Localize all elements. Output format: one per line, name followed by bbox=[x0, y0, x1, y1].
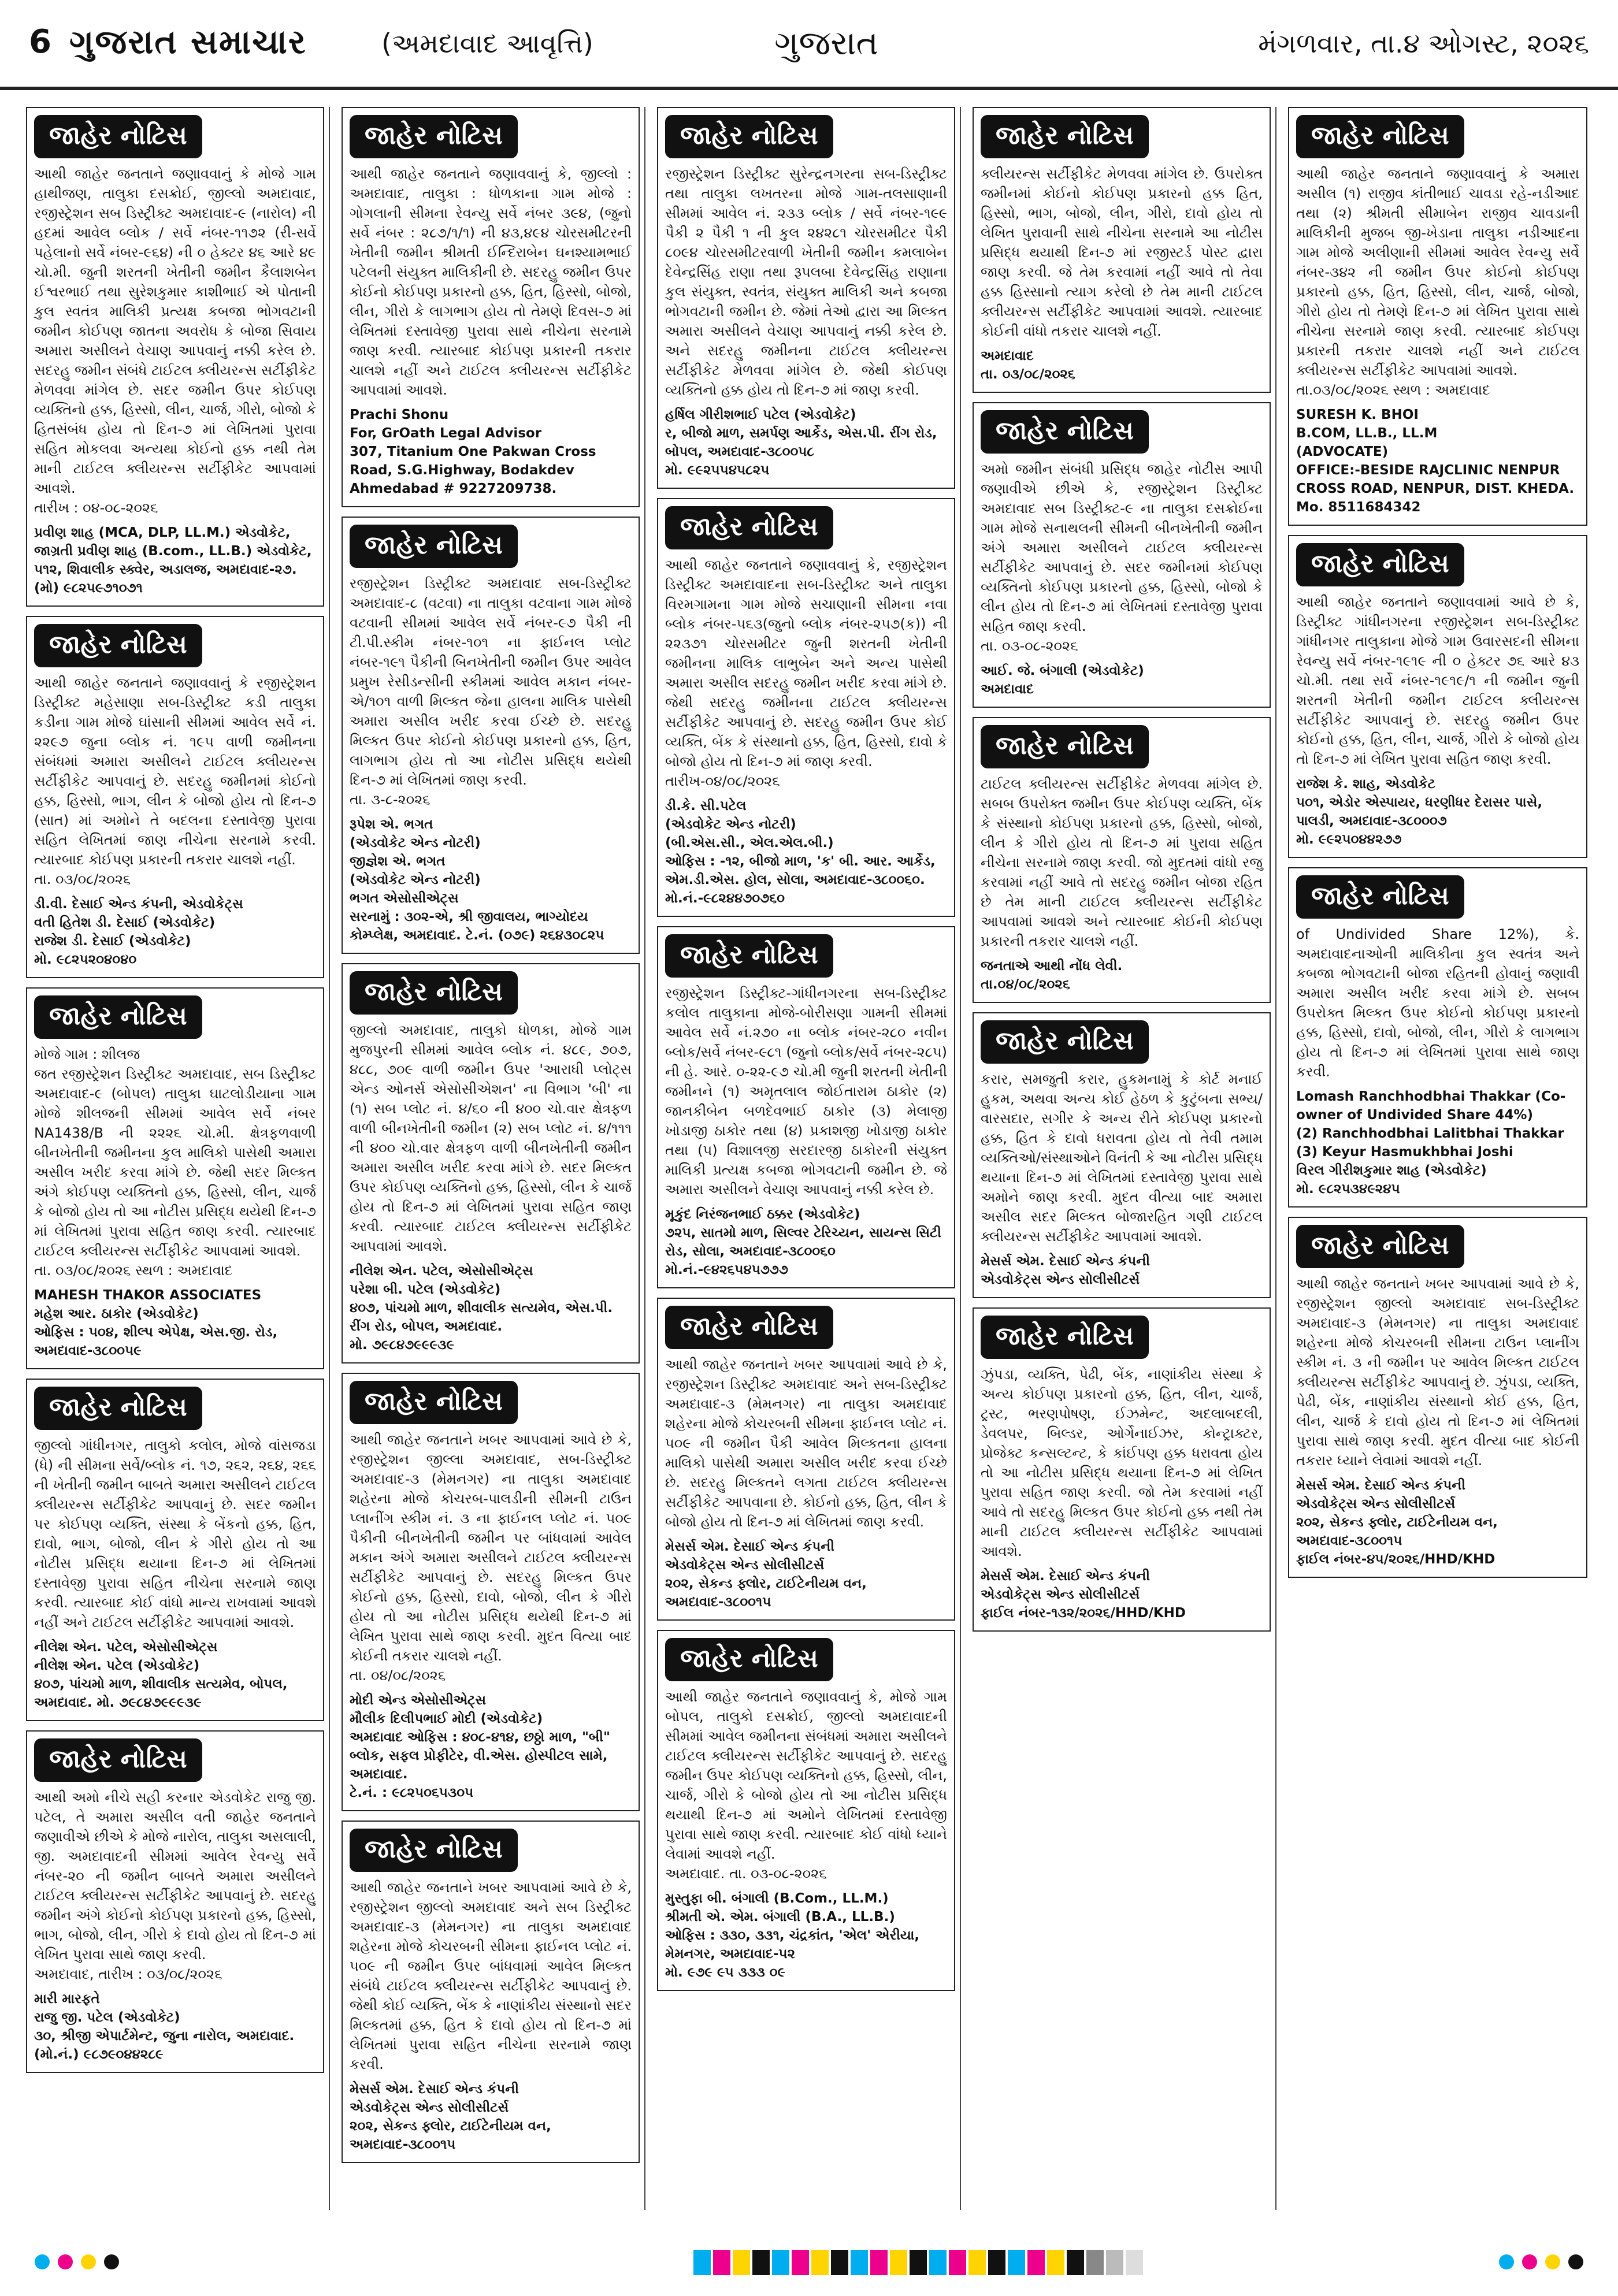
notice-body: આથી જાહેર જનતાને જણાવવાનું કે મોજે ગામ હાથીજણ, તાલુકા દસક્રોઈ, જીલ્લો અમદાવાદ, રજીસ્ટ્રેશન સબ ડિસ્ટ્રીક્ટ અમદાવાદ-૯ (નારોલ) ની હદમાં આવેલ બ્લોક / સર્વે નંબર-૧૧૭૨ (રી-સર્વે પહેલાનો સર્વે નંબર-૯૬૪) ની ૦ હેક્ટર ૪૬ આરે ૪૯ ચો.મી. જુની શરતની ખેતીની જમીન કૈલાશબેન ઈશ્વરભાઈ તથા સુરેશકુમાર કાશીભાઈ એ પોતાની કુલ સ્વતંત્ર માલિકી પ્રત્યક્ષ કબજા ભોગવટાની જમીન કોઈપણ જાતના અવરોધ કે બોજા સિવાય અમારા અસીલને વેચાણ આપવાનું નક્કી કરેલ છે. સદરહુ જમીન સંબંધે ટાઈટલ ક્લીયરન્સ સર્ટીફીકેટ મેળવવા માંગેલ છે. સદર જમીન ઉપર કોઈપણ વ્યક્તિનો હક્ક, હિસ્સો, લીન, ચાર્જ, ગીરો, બોજો કે હિતસંબંધ હોય તો દિન-૭ માં લેખિતમાં પુરાવા સહિત મોકલવા અન્યથા કોઈનો હક્ક નથી તેમ માની ટાઈટલ ક્લીયરન્સ સર્ટીફીકેટ આપવામાં આવશે. તારીખ : ૦૪-૦૮-૨૦૨૬ bbox=[34, 166, 316, 516]
notice-title: જાહેર નોટિસ bbox=[350, 1829, 518, 1872]
issue-date: મંગળવાર, તા.૪ ઓગસ્ટ, ૨૦૨૬ bbox=[1258, 28, 1589, 59]
calibration-swatch bbox=[1008, 2250, 1025, 2275]
public-notice bbox=[973, 107, 1271, 393]
registration-dot bbox=[1568, 2254, 1583, 2269]
calibration-swatch bbox=[811, 2250, 829, 2275]
notice-signature: મુસ્તુફા બી. બંગાલી (B.Com., LL.M.) શ્રીમતી એ. એમ. બંગાલી (B.A., LL.B.) ઓફિસ : ૩૩૦, ૩૩૧, ચંદ્રકાંત, 'એલ' એરીયા, મેમનગર, અમદાવાદ-૫૨ મો. ૯૭૯ ૯૫ ૩૩૩ ૦૯ bbox=[665, 1891, 920, 1980]
calibration-swatch bbox=[831, 2250, 848, 2275]
notice-signature: SURESH K. BHOI B.COM, LL.B., LL.M (ADVOCATE) OFFICE:-BESIDE RAJCLINIC NENPUR CROSS ROAD, NENPUR, DIST. KHEDA. Mo. 8511684342 bbox=[1296, 407, 1575, 515]
public-notice bbox=[342, 1373, 640, 1811]
calibration-swatch bbox=[693, 2250, 711, 2275]
calibration-swatch bbox=[988, 2250, 1005, 2275]
calibration-swatch bbox=[910, 2250, 927, 2275]
notice-signature: અમદાવાદ તા. ૦૩/૦૮/૨૦૨૬ bbox=[981, 348, 1075, 382]
notice-body: આથી જાહેર જનતાને જણાવવાનું કે, જીલ્લો : અમદાવાદ, તાલુકા : ધોળકાના ગામ મોજે : ગોગલાની સીમના રેવન્યુ સર્વે નંબર ૩૯૪, (જુનો સર્વે નંબર : ૨૮૭/૧/૧) ની ૪૩,૪૯૪ ચોરસમીટરની ખેતીની જમીન શ્રીમતી ઈન્દિરાબેન ઘનશ્યામભાઈ પટેલની સંયુક્ત માલિકીની છે. સદરહુ જમીન ઉપર કોઈનો કોઈપણ પ્રકારનો હક્ક, હિત, હિસ્સો, બોજો, લીન, ગીરો કે લાગભાગ હોય તો તેમણે દિવસ-૭ માં લેખિતમાં દસ્તાવેજી પુરાવા સાથે નીચેના સરનામે જાણ કરવી. ત્યારબાદ કોઈપણ પ્રકારની તકરાર ચાલશે નહીં અને ટાઈટલ ક્લીયરન્સ સર્ટીફીકેટ આપવામાં આવશે. bbox=[350, 166, 632, 398]
notice-signature: ડી.કે. સી.પટેલ (એડવોકેટ એન્ડ નોટરી) (બી.એસ.સી., એલ.એલ.બી.) ઓફિસ : -૧૨, બીજો માળ, 'ક' બી. આર. આર્કેડ, એમ.ડી.એસ. હોલ, સોલા, અમદાવાદ-૩૮૦૦૬૦. મો.નં.-૯૮૨૪૪૭૦૭૬૦ bbox=[665, 798, 936, 906]
public-notice bbox=[973, 1012, 1271, 1298]
notice-body: ક્લીયરન્સ સર્ટીફીકેટ મેળવવા માંગેલ છે. ઉપરોક્ત જમીનમાં કોઈનો કોઈપણ પ્રકારનો હક્ક હિત, હિસ્સો, ભાગ, બોજો, લીન, ગીરો, દાવો હોય તો લેખિત પુરાવાની સાથે નીચેના સરનામે આ નોટીસ પ્રસિદ્ધ થયાથી દિન-૭ માં રજીસ્ટર્ડ પોસ્ટ દ્વારા જાણ કરવી. જે તેમ કરવામાં નહીં આવે તો તેવા હક્ક હિસ્સાનો ત્યાગ કરેલો છે તેમ માની ટાઈટલ ક્લીયરન્સ સર્ટીફીકેટ આપવામાં આવશે. ત્યારબાદ કોઈની વાંધો તકરાર ચાલશે નહીં. bbox=[981, 166, 1263, 339]
notice-title: જાહેર નોટિસ bbox=[350, 1381, 518, 1424]
notice-signature: જનતાએ આથી નોંધ લેવી. તા.૦૪/૦૮/૨૦૨૬ bbox=[981, 958, 1123, 992]
public-notice bbox=[1288, 535, 1587, 858]
notice-title: જાહેર નોટિસ bbox=[1296, 115, 1464, 158]
notice-body: આથી જાહેર જનતાને જણાવવાનું કે અમારા અસીલ (૧) રાજીવ કાંતીભાઈ ચાવડા રહે-નડીઆદ તથા (૨) શ્રીમતી સીમાબેન રાજીવ ચાવડાની માલિકીની મુજબ જી-ખેડાના તાલુકા નડીઆદના ગામ મોજે અલીણાની સીમમાં આવેલ રેવન્યુ સર્વે નંબર-૩૪૨ ની જમીન ઉપર કોઈનો કોઈપણ પ્રકારનો હક્ક, હિત, હિસ્સો, લીન, ચાર્જ, બોજો, ગીરો હોય તો તેમણે દિન-૭ માં લેખિત પુરાવા સાથે નીચેના સરનામે જાણ કરવી. ત્યારબાદ કોઈપણ પ્રકારની તકરાર ચાલશે નહીં અને ટાઈટલ ક્લીયરન્સ સર્ટીફીકેટ આપવામાં આવશે. તા.૦૩/૦૮/૨૦૨૬ સ્થળ : અમદાવાદ bbox=[1296, 166, 1579, 398]
notice-title: જાહેર નોટિસ bbox=[665, 934, 833, 978]
notice-title: જાહેર નોટિસ bbox=[34, 115, 202, 158]
notice-signature: આઈ. જે. બંગાલી (એડવોકેટ) અમદાવાદ bbox=[981, 663, 1144, 697]
calibration-swatch bbox=[870, 2250, 888, 2275]
public-notice bbox=[657, 926, 955, 1288]
notice-title: જાહેર નોટિસ bbox=[981, 725, 1149, 768]
public-notice bbox=[342, 517, 640, 954]
notice-signature: ડી.વી. દેસાઈ એન્ડ કંપની, એડવોકેટ્સ વતી હિતેશ ડી. દેસાઈ (એડવોકેટ) રાજેશ ડી. દેસાઈ (એડવોકેટ) મો. ૯૮૨૫૨૦૪૦૪૦ bbox=[34, 897, 243, 967]
notice-signature: રૂપેશ એ. ભગત (એડવોકેટ એન્ડ નોટરી) જીજ્ઞેશ એ. ભગત (એડવોકેટ એન્ડ નોટરી) ભગત એસોસીએટ્સ સરનામું : ૩૦૨-એ, શ્રી જીવાલય, ભાગ્યોદય કોમ્પ્લેક્ષ, અમદાવાદ. ટે.નં. (૦૭૯) ૨૬૪૩૦૮૨૫ bbox=[350, 817, 604, 943]
notice-title: જાહેર નોટિસ bbox=[1296, 543, 1464, 586]
public-notice bbox=[657, 498, 955, 917]
calibration-swatch bbox=[733, 2250, 750, 2275]
registration-dot bbox=[58, 2254, 73, 2269]
notice-body: કરાર, સમજુતી કરાર, હુકમનામું કે કોર્ટ મનાઈ હુકમ, અથવા અન્ય કોઈ હેઠળ કે કુટુંબના સભ્ય/વારસદાર, સગીર કે અન્ય રીતે કોઈપણ પ્રકારનો હક્ક, હિત કે દાવો ધરાવતા હોય તો તેવી તમામ વ્યક્તિઓ/સંસ્થાઓને વિનંતી કે આ નોટીસ પ્રસિદ્ધ થયાના દિન-૭ માં લેખિતમાં દસ્તાવેજી પુરાવા સાથે અમોને જાણ કરવી. મુદત વીત્યા બાદ અમારા અસીલ સદર મિલ્કત બોજારહિત ગણી ટાઈટલ ક્લીયરન્સ સર્ટીફીકેટ આપવામાં આવશે. bbox=[981, 1071, 1263, 1244]
notice-body: આથી જાહેર જનતાને ખબર આપવામાં આવે છે કે, રજીસ્ટ્રેશન ડિસ્ટ્રીક્ટ અમદાવાદ અને સબ-ડિસ્ટ્રીક્ટ અમદાવાદ-૩ (મેમનગર) ના તાલુકા અમદાવાદ શહેરના મોજે કોચરબની સીમના ફાઈનલ પ્લોટ નં. ૫૦૯ ની જમીન પૈકી આવેલ મિલ્કતના હાલના માલિકો પાસેથી અમારા અસીલ ખરીદ કરવા ઈચ્છે છે. સદરહુ મિલ્કતને લગતા ટાઈટલ ક્લીયરન્સ સર્ટીફીકેટ આપવાના છે. કોઈનો હક્ક, હિત, લીન કે બોજો હોય તો દિન-૭ માં લેખિતમાં જાણ કરવી. bbox=[665, 1357, 947, 1530]
notice-body: આથી જાહેર જનતાને જણાવવાનું કે, મોજે ગામ બોપલ, તાલુકો દસક્રોઈ, જીલ્લો અમદાવાદની સીમમાં આવેલ જમીનના સંબંધમાં અમારા અસીલને ટાઈટલ ક્લીયરન્સ સર્ટીફીકેટ આપવાનું છે. સદરહુ જમીન ઉપર કોઈપણ વ્યક્તિનો હક્ક, હિસ્સો, લીન, ચાર્જ, ગીરો કે બોજો હોય તો આ નોટીસ પ્રસિદ્ધ થયાથી દિન-૭ માં અમોને લેખિતમાં દસ્તાવેજી પુરાવા સાથે જાણ કરવી. ત્યારબાદ કોઈ વાંધો ધ્યાને લેવામાં આવશે નહીં. અમદાવાદ. તા. ૦૩-૦૮-૨૦૨૬ bbox=[665, 1689, 947, 1882]
notice-signature: હર્ષિલ ગીરીશભાઈ પટેલ (એડવોકેટ) ર, બીજો માળ, સમર્પણ આર્કેડ, એસ.પી. રીંગ રોડ, બોપલ, અમદાવાદ-૩૮૦૦૫૮ મો. ૯૯૨૫૫૪૫૮૨૫ bbox=[665, 407, 937, 478]
notice-column bbox=[342, 107, 645, 2210]
public-notice bbox=[973, 402, 1271, 708]
public-notice bbox=[657, 1630, 955, 1991]
registration-dot bbox=[1522, 2254, 1537, 2269]
calibration-swatch bbox=[1126, 2250, 1143, 2275]
calibration-swatch bbox=[1027, 2250, 1045, 2275]
registration-dot bbox=[1545, 2254, 1560, 2269]
calibration-swatch bbox=[968, 2250, 986, 2275]
public-notice bbox=[657, 1298, 955, 1621]
notice-signature: Prachi Shonu For, GrOath Legal Advisor 307, Titanium One Pakwan Cross Road, S.G.Highway, Bodakdev Ahmedabad # 9227209738. bbox=[350, 407, 596, 496]
public-notice bbox=[1288, 867, 1587, 1208]
calibration-swatch bbox=[792, 2250, 809, 2275]
public-notice bbox=[1288, 107, 1587, 526]
calibration-swatch bbox=[752, 2250, 770, 2275]
calibration-swatch bbox=[772, 2250, 789, 2275]
public-notice bbox=[342, 107, 640, 507]
public-notice bbox=[973, 717, 1271, 1003]
public-notice bbox=[657, 107, 955, 489]
notice-column bbox=[1288, 107, 1592, 2210]
calibration-swatch bbox=[949, 2250, 966, 2275]
notice-title: જાહેર નોટિસ bbox=[665, 1306, 833, 1349]
notice-body: આથી જાહેર જનતાને જણાવવામાં આવે છે કે, ડિસ્ટ્રીક્ટ ગાંધીનગરના રજીસ્ટ્રેશન સબ-ડિસ્ટ્રીક્ટ ગાંધીનગર તાલુકાના મોજે ગામ ઉવારસદની સીમના રેવન્યુ સર્વે નંબર-૧૯૧૯ ની ૦ હેક્ટર ૭૬ આરે ૪૩ ચો.મી. તથા સર્વે નંબર-૧૯૧૯/૧ ની જમીન જુની શરતની ખેતીની જમીન ટાઈટલ ક્લીયરન્સ સર્ટીફીકેટ આપવાનું છે. સદરહુ જમીન ઉપર કોઈનો હક્ક, હિત, લીન, ચાર્જ, ગીરો કે બોજો હોય તો દિન-૭ માં લેખિત પુરાવા સહિત જાણ કરવી. bbox=[1296, 594, 1579, 767]
color-registration-dots-right bbox=[1499, 2254, 1583, 2269]
public-notice bbox=[342, 963, 640, 1364]
public-notice bbox=[26, 1379, 324, 1721]
notice-title: જાહેર નોટિસ bbox=[665, 506, 833, 549]
notice-body: of Undivided Share 12%), કે. અમદાવાદનાઓની માલિકીના કુલ સ્વતંત્ર અને કબજા ભોગવટાની બોજા રહિતની હોવાનું જણાવી અમારા અસીલ ખરીદ કરવા માંગે છે. સબબ ઉપરોક્ત મિલ્કત ઉપર કોઈનો કોઈપણ પ્રકારનો હક્ક, હિસ્સો, દાવો, બોજો, લીન, ગીરો કે લાગભાગ હોય તો દિન-૭ માં લેખિતમાં પુરાવા સાથે જાણ કરવી. bbox=[1296, 926, 1579, 1080]
color-calibration-bar bbox=[693, 2250, 1143, 2275]
notice-body: જીલ્લો ગાંધીનગર, તાલુકો કલોલ, મોજે વાંસજડા (ધે) ની સીમના સર્વે/બ્લોક નં. ૧૭, ૨૬૨, ૨૬૪, ૨૬૬ ની ખેતીની જમીન બાબતે અમારા અસીલને ટાઈટલ ક્લીયરન્સ સર્ટીફીકેટ આપવાનું છે. સદર જમીન પર કોઈપણ વ્યક્તિ, સંસ્થા કે બેંકનો હક્ક, હિત, દાવો, ભાગ, બોજો, લીન કે ગીરો હોય તો આ નોટીસ પ્રસિદ્ધ થયાના દિન-૭ માં લેખિતમાં દસ્તાવેજી પુરાવા સહિત નીચેના સરનામે જાણ કરવી. ત્યારબાદ કોઈ વાંધો માન્ય રાખવામાં આવશે નહીં અને ટાઈટલ સર્ટીફીકેટ આપવામાં આવશે. bbox=[34, 1437, 316, 1630]
notice-title: જાહેર નોટિસ bbox=[34, 1738, 202, 1782]
public-notice bbox=[26, 616, 324, 978]
page-header bbox=[0, 0, 1618, 90]
notice-body: રજીસ્ટ્રેશન ડિસ્ટ્રીક્ટ-ગાંધીનગરના સબ-ડિસ્ટ્રીક્ટ કલોલ તાલુકાના મોજે-બોરીસણા ગામની સીમમાં આવેલ સર્વે નં.૨૭૦ ના બ્લોક નંબર-૨૮૦ નવીન બ્લોક/સર્વે નંબર-૯૮૧ (જુનો બ્લોક/સર્વે નંબર-૨૮૫) ની હે. આરે. ૦-૨૨-૯૭ ચો.મી જુની શરતની ખેતીની જમીનને (૧) અમૃતલાલ જોઈતારામ ઠાકોર (૨) જાનકીબેન બળદેવભાઈ ઠાકોર (૩) મેલાજી ખોડાજી ઠાકોર તથા (૪) પ્રકાશજી ખોડાજી ઠાકોર તથા (૫) વિશાલજી સરદારજી ઠાકોરની સંયુક્ત માલિકી પ્રત્યક્ષ કબજા ભોગવટાની જમીન છે. જે અમારા અસીલને વેચાણ આપવાનું નક્કી કરેલ છે. bbox=[665, 985, 947, 1198]
print-registration-strip bbox=[0, 2242, 1618, 2296]
notice-signature: મારી મારફતે રાજુ જી. પટેલ (એડવોકેટ) ૩૦, શ્રીજી એપાર્ટમેન્ટ, જુના નારોલ, અમદાવાદ. (મો.નં.) ૯૮૭૯૦૪૪૨૮૯ bbox=[34, 1992, 295, 2062]
notice-signature: MAHESH THAKOR ASSOCIATES મહેશ આર. ઠાકોર (એડવોકેટ) ઓફિસ : ૫૦૪, શીલ્પ એપેક્ષ, એસ.જી. રોડ, અમદાવાદ-૩૮૦૦૫૯ bbox=[34, 1288, 278, 1358]
notice-signature: Lomash Ranchhodbhai Thakkar (Co-owner of Undivided Share 44%) (2) Ranchhodbhai Lalitbhai Thakkar (3) Keyur Hasmukhbhai Joshi વિરલ ગીરીશકુમાર શાહ (એડવોકેટ) મો. ૯૮૨૫૩૪૯૨૪૫ bbox=[1296, 1089, 1566, 1197]
color-registration-dots-left bbox=[35, 2254, 119, 2269]
notice-title: જાહેર નોટિસ bbox=[34, 1387, 202, 1430]
notice-signature: મેસર્સ એમ. દેસાઈ એન્ડ કંપની એડવોકેટ્સ એન્ડ સોલીસીટર્સ ૨૦૨, સેકન્ડ ફ્લોર, ટાઈટેનીયમ વન, અમદાવાદ-૩૮૦૦૧૫ bbox=[665, 1539, 867, 1610]
notice-body: આથી જાહેર જનતાને ખબર આપવામાં આવે છે કે, રજીસ્ટ્રેશન જીલ્લો અમદાવાદ અને સબ ડિસ્ટ્રીક્ટ અમદાવાદ-૩ (મેમનગર) ના તાલુકા અમદાવાદ શહેરના મોજે કોચરબની સીમના ફાઈનલ પ્લોટ નં. ૫૦૯ ની જમીન ઉપર બાંધવામાં આવેલ મિલ્કત સંબંધે ટાઈટલ ક્લીયરન્સ સર્ટીફીકેટ આપવાનું છે. જેથી કોઈ વ્યક્તિ, બેંક કે નાણાંકીય સંસ્થાનો સદર મિલ્કતમાં હક્ક, હિત કે દાવો હોય તો દિન-૭ માં લેખિતમાં પુરાવા સહિત નીચેના સરનામે જાણ કરવી. bbox=[350, 1879, 632, 2072]
registration-dot bbox=[1499, 2254, 1514, 2269]
newspaper-name: ગુજરાત સમાચાર bbox=[69, 22, 307, 61]
notice-signature: રાજેશ કે. શાહ, એડવોકેટ ૫૦૧, એડોર એસ્પાયર, ધરણીધર દેરાસર પાસે, પાલડી, અમદાવાદ-૩૮૦૦૦૭ મો. ૯૯૨૫૦૪૪૨૭૭ bbox=[1296, 777, 1543, 847]
notice-body: આથી જાહેર જનતાને જણાવવાનું કે રજીસ્ટ્રેશન ડિસ્ટ્રીક્ટ મહેસાણા સબ-ડિસ્ટ્રીક્ટ કડી તાલુકા કડીના ગામ મોજે ઘાંસાની સીમમાં આવેલ સર્વે નં. ૨૨૯૭ જુના બ્લોક નં. ૧૯૫ વાળી જમીનના સંબંધમાં અમારા અસીલને ટાઈટલ ક્લીયરન્સ સર્ટીફીકેટ આપવાનું છે. સદરહુ જમીનમાં કોઈનો હક્ક, હિસ્સો, ભાગ, લીન કે બોજો હોય તો દિન-૭ (સાત) માં અમોને તે બદલના દસ્તાવેજી પુરાવા સહિત લેખિતમાં જાણ નીચેના સરનામે કરવી. ત્યારબાદ કોઈપણ પ્રકારની તકરાર ચાલશે નહીં. તા. ૦૩/૦૮/૨૦૨૬ bbox=[34, 675, 316, 887]
edition-label: (અમદાવાદ આવૃત્તિ) bbox=[381, 28, 593, 59]
notice-body: રજીસ્ટ્રેશન ડિસ્ટ્રીક્ટ અમદાવાદ સબ-ડિસ્ટ્રીક્ટ અમદાવાદ-૮ (વટવા) ના તાલુકા વટવાના ગામ મોજે વટવાની સીમમાં આવેલ સર્વે નંબર-૯૭ પૈકી ની ટી.પી.સ્કીમ નંબર-૧૦૧ ના ફાઈનલ પ્લોટ નંબર-૧૯૧ પૈકીની બિનખેતીની જમીન ઉપર આવેલ પ્રમુખ રેસીડન્સીની સ્કીમમાં આવેલ મકાન નંબર-એ/૧૦૧ વાળી મિલ્કત જેના હાલના માલિક પાસેથી અમારા અસીલ ખરીદ કરવા ઈચ્છે છે. સદરહુ મિલ્કત ઉપર કોઈનો કોઈપણ પ્રકારનો હક્ક, હિત, લાગભાગ હોય તો આ નોટીસ પ્રસિદ્ધ થયેથી દિન-૭ માં લેખિતમાં જાણ કરવી. તા. ૩-૮-૨૦૨૬ bbox=[350, 575, 632, 808]
public-notice bbox=[26, 107, 324, 607]
public-notice bbox=[973, 1307, 1271, 1632]
notice-body: ટાઈટલ ક્લીયરન્સ સર્ટીફીકેટ મેળવવા માંગેલ છે. સબબ ઉપરોક્ત જમીન ઉપર કોઈપણ વ્યક્તિ, બેંક કે સંસ્થાનો કોઈપણ પ્રકારનો હક્ક, હિસ્સો, બોજો, લીન કે ગીરો હોય તો દિન-૭ માં પુરાવા સહિત નીચેના સરનામે જાણ કરવી. જો મુદતમાં વાંધો રજુ કરવામાં નહીં આવે તો સદરહુ જમીન બોજા રહિત છે તેમ માની ટાઈટલ ક્લીયરન્સ સર્ટીફીકેટ આપવામાં આવશે અને ત્યારબાદ કોઈની કોઈપણ પ્રકારની તકરાર ચાલશે નહીં. bbox=[981, 776, 1263, 949]
notice-column bbox=[973, 107, 1276, 2210]
calibration-swatch bbox=[1047, 2250, 1064, 2275]
notice-title: જાહેર નોટિસ bbox=[1296, 1225, 1464, 1268]
notice-body: જીલ્લો અમદાવાદ, તાલુકો ધોળકા, મોજે ગામ મુજપુરની સીમમાં આવેલ બ્લોક નં. ૪૮૯, ૭૦૭, ૪૮૮, ૭૦૯ વાળી જમીન ઉપર 'આરાધી પ્લોટ્સ એન્ડ ઓનર્સ એસોસીએશન' ના વિભાગ 'બી' ના (૧) સબ પ્લોટ નં. ૪/૬૦ ની ૪૦૦ ચો.વાર ક્ષેત્રફળ વાળી બીનખેતીની જમીન (૨) સબ પ્લોટ નં. ૪/૧૧૧ ની ૪૦૦ ચો.વાર ક્ષેત્રફળ વાળી બીનખેતીની જમીન અમારા અસીલ ખરીદ કરવા માંગે છે. સદર મિલ્કત ઉપર કોઈપણ વ્યક્તિનો હક્ક, હિસ્સો, લીન કે ચાર્જ હોય તો દિન-૭ માં લેખિતમાં પુરાવા સહિત જાણ કરવી. ત્યારબાદ ટાઈટલ ક્લીયરન્સ સર્ટીફીકેટ આપવામાં આવશે. bbox=[350, 1022, 632, 1254]
registration-dot bbox=[104, 2254, 119, 2269]
public-notice bbox=[26, 987, 324, 1369]
calibration-swatch bbox=[851, 2250, 868, 2275]
notice-title: જાહેર નોટિસ bbox=[665, 115, 833, 158]
notice-signature: મેસર્સ એમ. દેસાઈ એન્ડ કંપની એડવોકેટ્સ એન્ડ સોલીસીટર્સ bbox=[981, 1254, 1150, 1287]
notice-title: જાહેર નોટિસ bbox=[350, 115, 518, 158]
notice-body: આથી અમો નીચે સહી કરનાર એડવોકેટ રાજુ જી. પટેલ, તે અમારા અસીલ વતી જાહેર જનતાને જણાવીએ છીએ કે મોજે નારોલ, તાલુકા અસલાલી, જી. અમદાવાદની સીમમાં આવેલ રેવન્યુ સર્વે નંબર-૨૦ ની જમીન બાબતે અમારા અસીલને ટાઈટલ ક્લીયરન્સ સર્ટીફીકેટ આપવાનું છે. સદરહુ જમીન અંગે કોઈનો કોઈપણ પ્રકારનો હક્ક, હિસ્સો, ભાગ, બોજો, લીન, ગીરો કે દાવો હોય તો દિન-૭ માં લેખિત પુરાવા સાથે જાણ કરવી. અમદાવાદ, તારીખ : ૦૩/૦૮/૨૦૨૬ bbox=[34, 1789, 316, 1982]
notice-body: આથી જાહેર જનતાને ખબર આપવામાં આવે છે કે, રજીસ્ટ્રેશન જીલ્લા અમદાવાદ, સબ-ડિસ્ટ્રીક્ટ અમદાવાદ-૩ (મેમનગર) ના તાલુકા અમદાવાદ શહેરના મોજે કોચરબ-પાલડીની સીમની ટાઉન પ્લાનીંગ સ્કીમ નં. ૩ ના ફાઈનલ પ્લોટ નં. ૫૦૯ પૈકીની બીનખેતીની જમીન પર બાંધવામાં આવેલ મકાન અંગે અમારા અસીલને ટાઈટલ ક્લીયરન્સ સર્ટીફીકેટ આપવાનું છે. સદરહુ મિલ્કત ઉપર કોઈનો હક્ક, હિસ્સો, દાવો, બોજો, લીન કે ગીરો હોય તો આ નોટીસ પ્રસિદ્ધ થયેથી દિન-૭ માં લેખિત પુરાવા સાથે જાણ કરવી. મુદત વિત્યા બાદ કોઈની તકરાર ચાલશે નહીં. તા. ૦૪/૦૮/૨૦૨૬ bbox=[350, 1432, 632, 1684]
notice-body: આથી જાહેર જનતાને જણાવવાનું કે, રજીસ્ટ્રેશન ડિસ્ટ્રીક્ટ અમદાવાદના સબ-ડિસ્ટ્રીક્ટ અને તાલુકા વિરમગામના ગામ મોજે સચાણાની સીમના નવા બ્લોક નંબર-૫૬૩(જુનો બ્લોક નંબર-૨૫૭(ક)) ની ૨૨૩૭૧ ચોરસમીટર જુની શરતની ખેતીની જમીનના માલિક લાભુબેન અને અન્ય પાસેથી અમારા અસીલ સદરહુ જમીન ખરીદ કરવા માંગે છે. જેથી સદરહુ જમીનના ટાઈટલ ક્લીયરન્સ સર્ટીફીકેટ આપવાનું છે. સદરહુ જમીન ઉપર કોઈ વ્યક્તિ, બેંક કે સંસ્થાનો હક્ક, હિત, હિસ્સો, દાવો કે બોજો હોય તો દિન-૭ માં જાણ કરવી. તારીખ-૦૪/૦૮/૨૦૨૬ bbox=[665, 557, 947, 789]
notice-signature: નીલેશ એન. પટેલ, એસોસીએટ્સ નીલેશ એન. પટેલ (એડવોકેટ) ૪૦૭, પાંચમો માળ, શીવાલીક સત્યમેવ, બોપલ, અમદાવાદ. મો. ૭૯૮૪૭૯૯૯૩૯ bbox=[34, 1640, 288, 1710]
notice-title: જાહેર નોટિસ bbox=[981, 1020, 1149, 1064]
calibration-swatch bbox=[1067, 2250, 1084, 2275]
notice-body: મોજે ગામ : શીલજ જત રજીસ્ટ્રેશન ડિસ્ટ્રીક્ટ અમદાવાદ, સબ ડિસ્ટ્રીક્ટ અમદાવાદ-૯ (બોપલ) તાલુકા ઘાટલોડીયાના ગામ મોજે શીલજની સીમમાં આવેલ સર્વે નંબર NA1438/B ની ૨૨૨૬ ચો.મી. ક્ષેત્રફળવાળી બીનખેતીની જમીનના કુલ માલિકો પાસેથી અમારા અસીલ ખરીદ કરવા માંગે છે. જેથી સદર મિલ્કત અંગે કોઈપણ વ્યક્તિનો હક્ક, હિસ્સો, લીન, ચાર્જ કે બોજો હોય તો આ નોટીસ પ્રસિદ્ધ થયેથી દિન-૭ માં લેખિતમાં પુરાવા સહિત જાણ કરવી. ત્યારબાદ ટાઈટલ ક્લીયરન્સ સર્ટીફીકેટ આપવામાં આવશે. તા. ૦૩/૦૮/૨૦૨૬ સ્થળ : અમદાવાદ bbox=[34, 1046, 316, 1279]
notice-signature: નીલેશ એન. પટેલ, એસોસીએટ્સ પરેશા બી. પટેલ (એડવોકેટ) ૪૦૭, પાંચમો માળ, શીવાલીક સત્યમેવ, એસ.પી. રીંગ રોડ, બોપલ, અમદાવાદ. મો. ૭૯૮૪૭૯૯૯૩૯ bbox=[350, 1264, 613, 1353]
calibration-swatch bbox=[890, 2250, 907, 2275]
public-notice bbox=[342, 1821, 640, 2163]
calibration-swatch bbox=[1086, 2250, 1104, 2275]
notice-signature: મોદી એન્ડ એસોસીએટ્સ મૌલીક દિલીપભાઈ મોદી (એડવોકેટ) અમદાવાદ ઓફિસ : ૪૦૮-૪૧૪, છઠ્ઠો માળ, "બી" બ્લોક, સફલ પ્રોફીટેર, વી.એસ. હોસ્પીટલ સામે, અમદાવાદ. ટે.નં. : ૯૮૨૫૦૬૫૩૦૫ bbox=[350, 1693, 610, 1800]
notice-body: આથી જાહેર જનતાને ખબર આપવામાં આવે છે કે, રજીસ્ટ્રેશન જીલ્લો અમદાવાદ સબ-ડિસ્ટ્રીક્ટ અમદાવાદ-૩ (મેમનગર) ના તાલુકા અમદાવાદ શહેરના મોજે કોચરબની સીમના ટાઉન પ્લાનીંગ સ્કીમ નં. ૩ ની જમીન પર આવેલ મિલ્કત ટાઈટલ ક્લીયરન્સ સર્ટીફીકેટ આપવાનું છે. ઝુંપડા, વ્યક્તિ, પેઢી, બેંક, નાણાંકીય સંસ્થાનો કોઈ હક્ક, હિત, લીન, ચાર્જ કે દાવો હોય તો દિન-૭ માં લેખિતમાં પુરાવા સાથે જાણ કરવી. મુદત વીત્યા બાદ કોઈની તકરાર ધ્યાને લેવામાં આવશે નહીં. bbox=[1296, 1276, 1579, 1469]
calibration-swatch bbox=[1106, 2250, 1123, 2275]
notice-column bbox=[26, 107, 330, 2210]
notice-body: રજીસ્ટ્રેશન ડિસ્ટ્રીક્ટ સુરેન્દ્રનગરના સબ-ડિસ્ટ્રીક્ટ તથા તાલુકા લખતરના મોજે ગામ-તલસાણાની સીમમાં આવેલ નં. ૨૩૩ બ્લોક / સર્વે નંબર-૧૯૯ પૈકી ૨ પૈકી ૧ ની કુલ ૨૪૨૮૧ ચોરસમીટર પૈકી ૮૦૯૪ ચોરસમીટરવાળી ખેતીની જમીન કમલાબેન દેવેન્દ્રસિંહ રાણા તથા રૂપલબા દેવેન્દ્રસિંહ રાણાના કુલ સંયુક્ત, સ્વતંત્ર, સંયુક્ત માલિકી અને કબજા ભોગવટાની જમીન છે. જેમાં તેઓ દ્વારા આ મિલ્કત અમારા અસીલને વેચાણ આપવાનું નક્કી કરેલ છે. અને સદરહુ જમીનના ટાઈટલ ક્લીયરન્સ સર્ટીફીકેટ મેળવવા માંગેલ છે. જેથી કોઈપણ વ્યક્તિનો હક્ક હોય તો દિન-૭ માં જાણ કરવી. bbox=[665, 166, 947, 398]
notices-grid bbox=[26, 107, 1592, 2210]
notice-signature: મેસર્સ એમ. દેસાઈ એન્ડ કંપની એડવોકેટ્સ એન્ડ સોલીસીટર્સ ફાઈલ નંબર-૧૩૨/૨૦૨૬/HHD/KHD bbox=[981, 1569, 1186, 1621]
registration-dot bbox=[81, 2254, 96, 2269]
notice-column bbox=[657, 107, 961, 2210]
section-title: ગુજરાત bbox=[774, 23, 878, 62]
notice-body: ઝુંપડા, વ્યક્તિ, પેઢી, બેંક, નાણાંકીય સંસ્થા કે અન્ય કોઈપણ પ્રકારનો હક્ક, હિત, લીન, ચાર્જ, ટ્રસ્ટ, ભરણપોષણ, ઈઝમેન્ટ, અદલાબદલી, ડેવલપર, બિલ્ડર, ઓર્ગેનાઈઝર, કોન્ટ્રાક્ટર, પ્રોજેક્ટ કન્સલ્ટન્ટ, કે કાંઈપણ હક્ક ધરાવતા હોય તો આ નોટીસ પ્રસિદ્ધ થયાના દિન-૭ માં લેખિત પુરાવા સહિત જાણ કરવી. જો તેમ કરવામાં નહીં આવે તો સદરહુ મિલ્કત ઉપર કોઈનો હક્ક નથી તેમ માની ટાઈટલ ક્લીયરન્સ સર્ટીફીકેટ આપવામાં આવશે. bbox=[981, 1366, 1263, 1559]
calibration-swatch bbox=[713, 2250, 730, 2275]
notice-signature: પ્રવીણ શાહ (MCA, DLP, LL.M.) એડવોકેટ, જાગ્રતી પ્રવીણ શાહ (B.com., LL.B.) એડવોકેટ, ૫૧૨, શિવાલીક સ્ક્વેર, અડાલજ, અમદાવાદ-૨૭. (મો) ૯૮૨૫૯૭૧૦૭૧ bbox=[34, 525, 312, 596]
notice-signature: મેસર્સ એમ. દેસાઈ એન્ડ કંપની એડવોકેટ્સ એન્ડ સોલીસીટર્સ ૨૦૨, સેકન્ડ ફ્લોર, ટાઈટેનીયમ વન, અમદાવાદ-૩૮૦૦૧૫ ફાઈલ નંબર-૪૫/૨૦૨૬/HHD/KHD bbox=[1296, 1478, 1498, 1567]
public-notice bbox=[1288, 1217, 1587, 1578]
notice-title: જાહેર નોટિસ bbox=[981, 115, 1149, 158]
calibration-swatch bbox=[929, 2250, 947, 2275]
notice-title: જાહેર નોટિસ bbox=[981, 410, 1149, 454]
notice-title: જાહેર નોટિસ bbox=[350, 971, 518, 1015]
notice-signature: મૂકુંદ નિરંજનભાઈ ઠક્કર (એડવોકેટ) ૭૨૫, સાતમો માળ, સિલ્વર ટેરિચ્યન, સાયન્સ સિટી રોડ, સોલા, અમદાવાદ-૩૮૦૦૬૦ મો.નં.-૯૪૨૬૫૪૫૭૭૭ bbox=[665, 1207, 941, 1277]
notice-title: જાહેર નોટિસ bbox=[34, 624, 202, 667]
notice-signature: મેસર્સ એમ. દેસાઈ એન્ડ કંપની એડવોકેટ્સ એન્ડ સોલીસીટર્સ ૨૦૨, સેકન્ડ ફ્લોર, ટાઈટેનીયમ વન, અમદાવાદ-૩૮૦૦૧૫ bbox=[350, 2082, 551, 2152]
public-notice bbox=[26, 1730, 324, 2073]
notice-body: અમો જમીન સંબંધી પ્રસિદ્ધ જાહેર નોટીસ આપી જણાવીએ છીએ કે, રજીસ્ટ્રેશન ડિસ્ટ્રીક્ટ અમદાવાદ સબ ડિસ્ટ્રીક્ટ-૯ ના તાલુકા દસક્રોઈના ગામ મોજે સનાથલની સીમની બીનખેતીની જમીન અંગે અમારા અસીલને ટાઈટલ ક્લીયરન્સ સર્ટીફીકેટ આપવાનું છે. સદર જમીનમાં કોઈપણ વ્યક્તિનો કોઈપણ પ્રકારનો હક્ક, હિસ્સો, બોજો કે લીન હોય તો દિન-૭ માં લેખિતમાં દસ્તાવેજી પુરાવા સહિત જાણ કરવી. તા. ૦૩-૦૮-૨૦૨૬ bbox=[981, 461, 1263, 654]
notice-title: જાહેર નોટિસ bbox=[665, 1638, 833, 1681]
registration-dot bbox=[35, 2254, 50, 2269]
page-number: 6 bbox=[29, 23, 51, 61]
notice-title: જાહેર નોટિસ bbox=[981, 1316, 1149, 1359]
notice-title: જાહેર નોટિસ bbox=[350, 525, 518, 568]
notice-title: જાહેર નોટિસ bbox=[34, 995, 202, 1039]
notice-title: જાહેર નોટિસ bbox=[1296, 875, 1464, 919]
